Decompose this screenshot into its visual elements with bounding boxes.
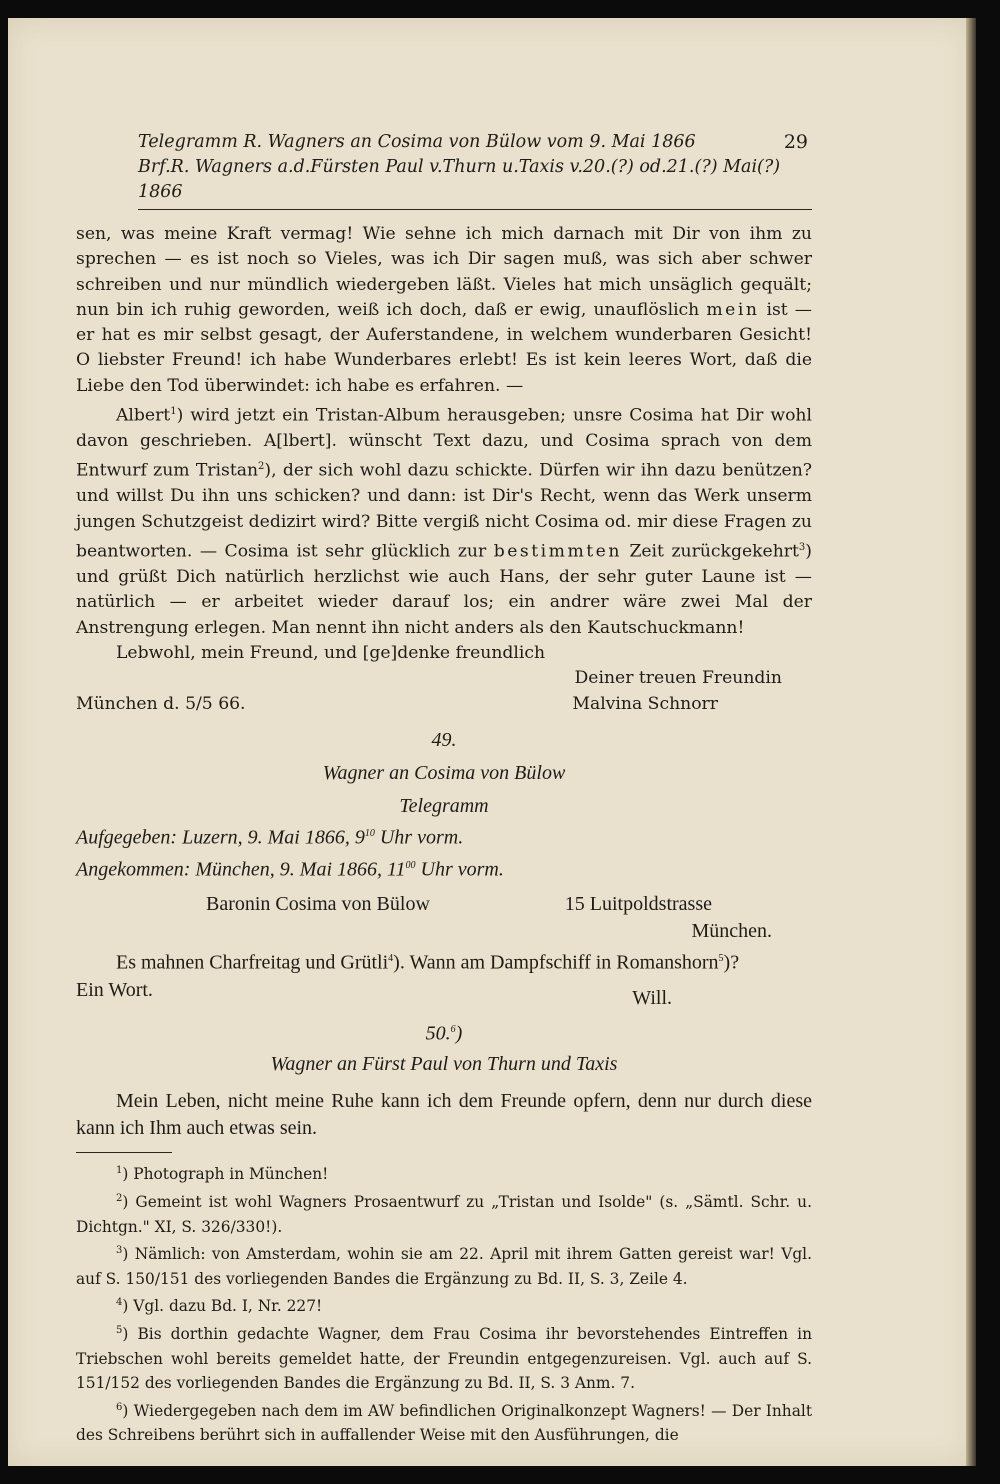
doc-50-title: Wagner an Fürst Paul von Thurn und Taxis [270, 1053, 618, 1076]
header-rule [138, 209, 812, 210]
page-number: 29 [783, 131, 808, 153]
letter-signature-row [76, 692, 812, 717]
telegram-closing-text: Ein Wort. [76, 978, 153, 1001]
letter-paragraph-1: sen, was meine Kraft vermag! Wie sehne ich mich darnach mit Dir von ihm zu sprechen — es ist noch so Vieles, was ich Dir sagen muß, was sich aber schwer schreiben und nur mündlich wiedergeben läßt. Vieles hat mich unsäglich gequält; nun bin ich ruhig geworden, weiß ich doch, daß er ewig, unauflöslich mein ist — er hat es mir selbst gesagt, der Auferstandene, in welchem wunderbaren Gesicht! O liebster Freund! ich habe Wunderbares erlebt! Es ist kein leeres Wort, daß die Liebe den Tod überwindet: ich habe es erfahren. — [76, 224, 812, 396]
telegram-address [76, 891, 812, 918]
footnote-rule [76, 1152, 172, 1153]
doc-49-subtitle: Telegramm [399, 794, 489, 817]
doc-50-text: Mein Leben, nicht meine Ruhe kann ich dem Freunde opfern, denn nur durch diese kann ich Ihm auch etwas sein. [76, 1090, 812, 1140]
page-edge [966, 18, 976, 1466]
footnote: $^3$) Nämlich: von Amsterdam, wohin sie am 22. April mit ihrem Gatten gereist war! Vgl. auf S. 150/151 des vorliegenden Bandes die Ergänzung zu Bd. II, S. 3, Zeile 4. [76, 1245, 812, 1288]
addressee: Baronin Cosima von Bülow [206, 893, 430, 916]
doc-50-number: 50.$^6$) [425, 1022, 463, 1045]
header-subtitle-line: Brf.R. Wagners a.d.Fürsten Paul v.Thurn u.Taxis v.20.(?) od.21.(?) Mai(?) 1866 [138, 157, 781, 202]
header-title-line: Telegramm R. Wagners an Cosima von Bülow vom 9. Mai 1866 [138, 132, 696, 152]
telegram-text: Es mahnen Charfreitag und Grütli$^4$). Wann am Dampfschiff in Romanshorn$^5$)? [116, 951, 740, 974]
signature: Malvina Schnorr [572, 693, 718, 714]
footnote: $^1$) Photograph in München! [116, 1165, 329, 1184]
footnote: $^5$) Bis dorthin gedachte Wagner, dem Frau Cosima ihr bevorstehendes Eintreffen in Triebschen wohl bereits gemeldet hatte, der Freundin entgegenzureisen. Vgl. auch auf S. 151/152 des vorliegenden Bandes die Ergänzung zu Bd. II, S. 3 Anm. 7. [76, 1324, 812, 1393]
doc-49-title: Wagner an Cosima von Bülow [322, 761, 566, 784]
footnote: $^2$) Gemeint ist wohl Wagners Prosaentwurf zu „Tristan und Isolde" (s. „Sämtl. Schr. u. Dichtgn." XI, S. 326/330!). [76, 1193, 812, 1236]
footnote: $^4$) Vgl. dazu Bd. I, Nr. 227! [116, 1297, 323, 1316]
telegram-received: Angekommen: München, 9. Mai 1866, $11^{00}$ Uhr vorm. [76, 858, 504, 881]
running-header [138, 130, 808, 210]
telegram-end [76, 977, 812, 1009]
page-body [76, 222, 812, 1448]
place-date: München d. 5/5 66. [76, 693, 246, 714]
footnotes [76, 1159, 812, 1447]
telegram-sent: Aufgegeben: Luzern, 9. Mai 1866, $9^{10}$ Uhr vorm. [76, 826, 464, 849]
city: München. [691, 920, 772, 943]
letter-closing: Deiner treuen Freundin [574, 668, 782, 689]
letter-paragraph-2: Albert$^1$) wird jetzt ein Tristan-Album herausgeben; unsre Cosima hat Dir wohl davon geschrieben. A[lbert]. wünscht Text dazu, und Cosima sprach von dem Entwurf zum Tristan$^2$), der sich wohl dazu schickte. Dürfen wir ihn dazu benützen? und willst Du ihn uns schicken? und dann: ist Dir's Recht, wenn das Werk unserm jungen Schutzgeist dedizirt wird? Bitte vergiß nicht Cosima od. mir diese Fragen zu beantworten. — Cosima ist sehr glücklich zur bestimmten Zeit zurückgekehrt$^3$) und grüßt Dich natürlich herzlichst wie auch Hans, der sehr guter Laune ist — natürlich — er arbeitet wieder darauf los; ein andrer wäre zwei Mal der Anstrengung erlegen. Man nennt ihn nicht anders als den Kautschuckmann! [76, 405, 813, 638]
letter-farewell: Lebwohl, mein Freund, und [ge]denke freundlich [116, 642, 546, 663]
doc-49-number: 49. [431, 728, 457, 751]
street: 15 Luitpoldstrasse [564, 893, 712, 916]
telegram-signature: Will. [632, 986, 672, 1009]
footnote: $^6$) Wiedergegeben nach dem im AW befindlichen Originalkonzept Wagners! — Der Inhalt des Schreibens berührt sich in auffallender Weise mit den Ausführungen, die [76, 1401, 812, 1445]
